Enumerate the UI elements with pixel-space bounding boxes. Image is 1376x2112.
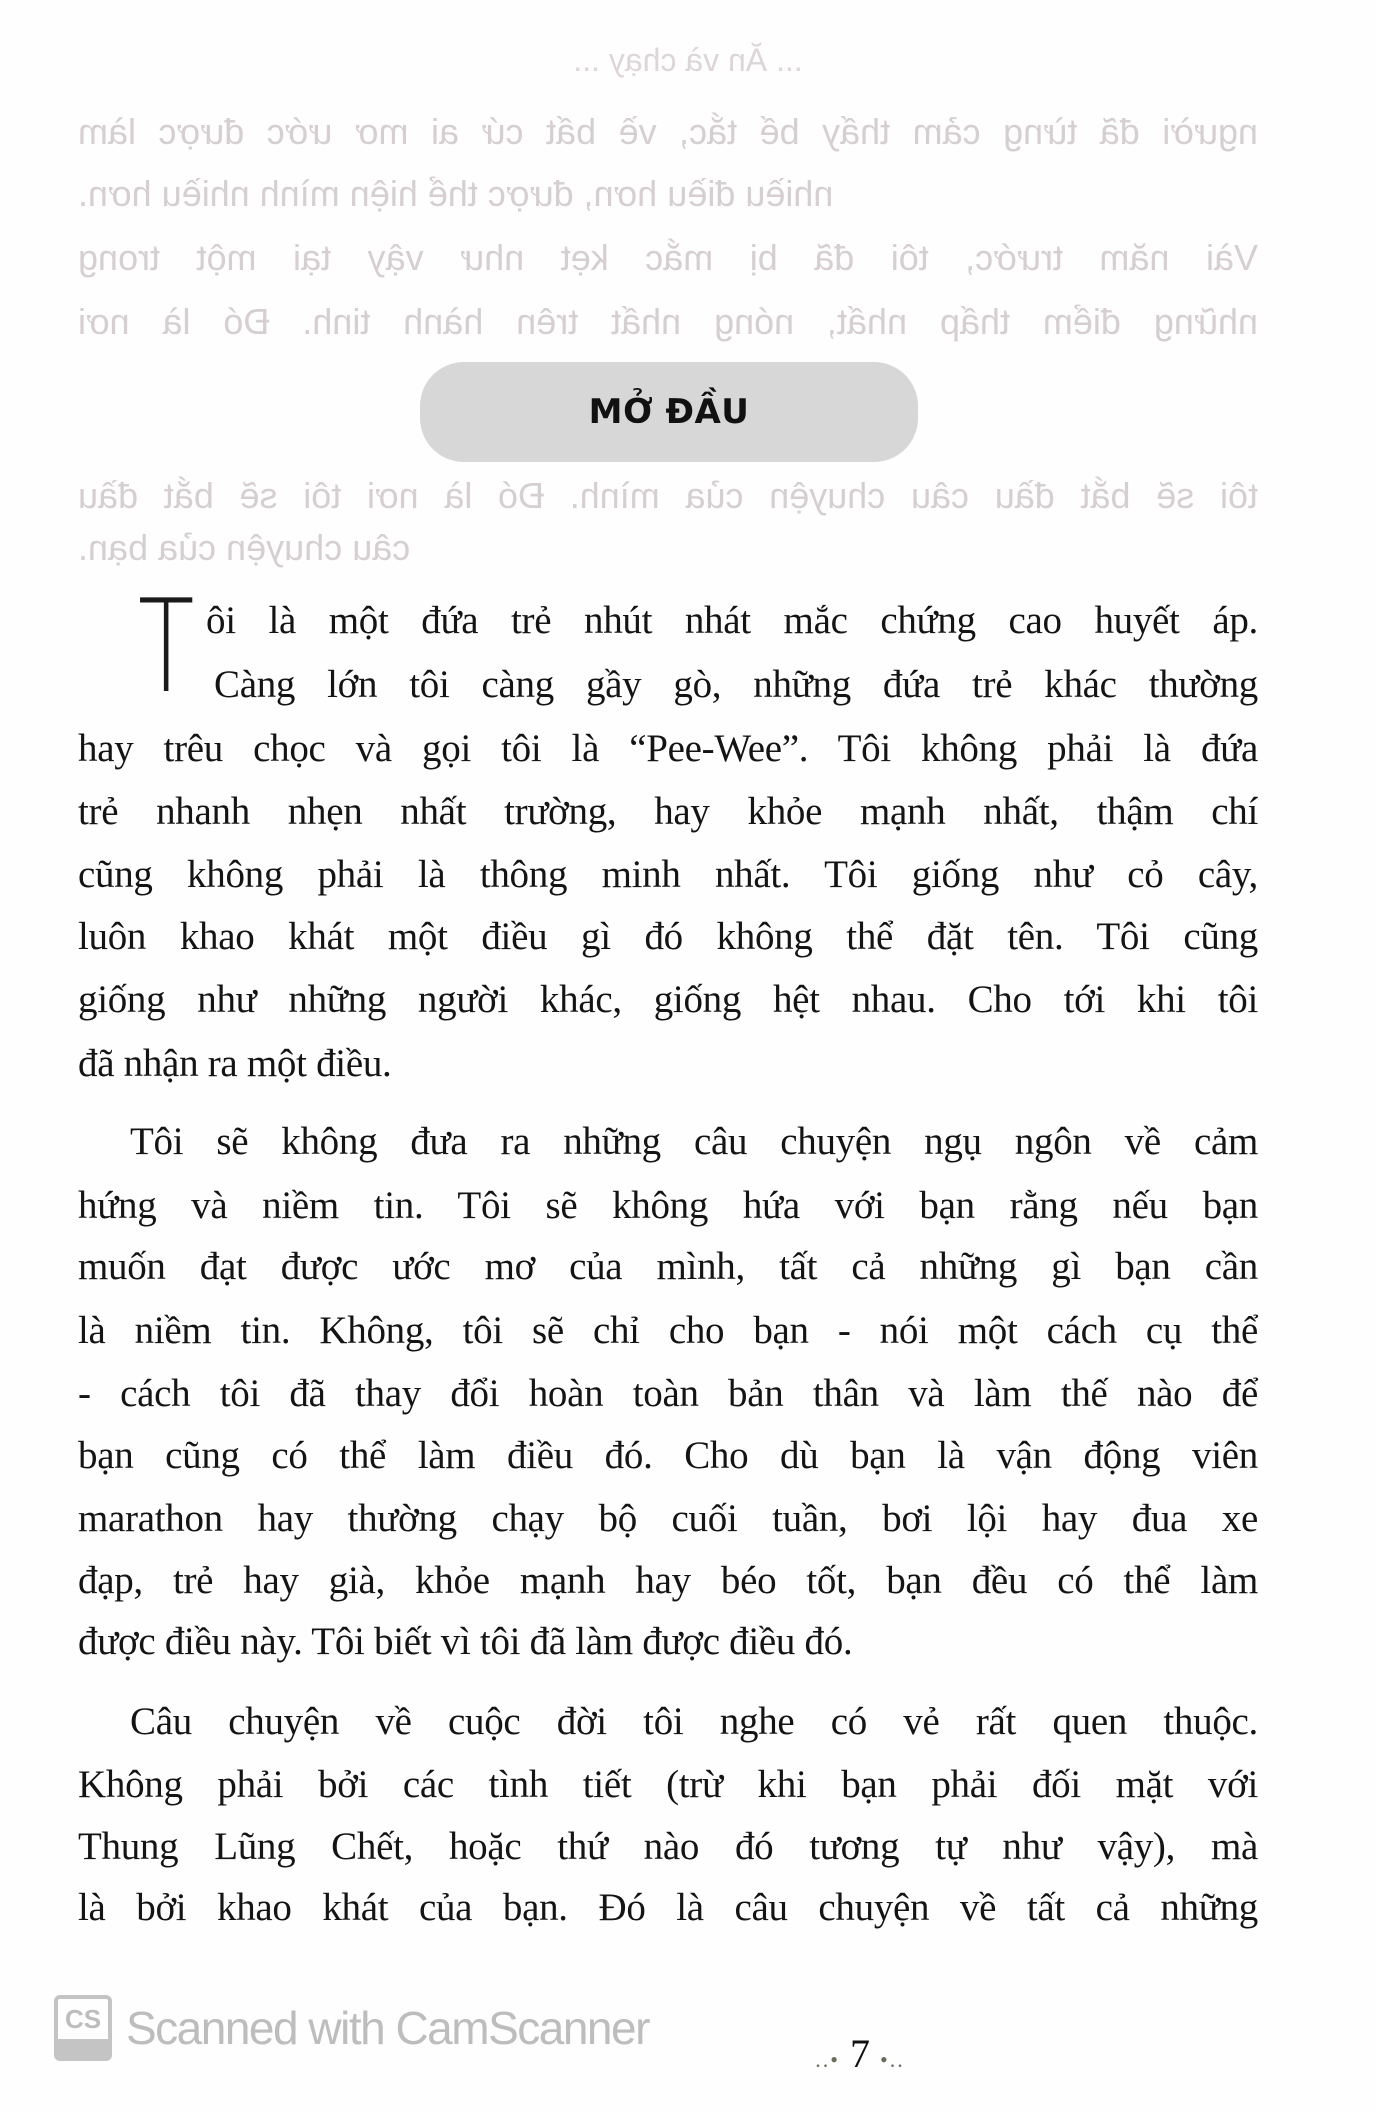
body-line: trẻ nhanh nhẹn nhất trường, hay khỏe mạnh nhất, thậm chí [78, 790, 1258, 833]
drop-cap: T [138, 573, 195, 722]
body-line: Thung Lũng Chết, hoặc thứ nào đó tương tự như vậy), mà [78, 1825, 1258, 1868]
body-line: là bởi khao khát của bạn. Đó là câu chuyện về tất cả những [78, 1886, 1258, 1929]
page-dots-right: •.. [880, 2047, 905, 2072]
body-line: Câu chuyện về cuộc đời tôi nghe có vẻ rất quen thuộc. [130, 1700, 1258, 1743]
page-dots-left: ..• [815, 2047, 840, 2072]
body-line: Càng lớn tôi càng gầy gò, những đứa trẻ khác thường [214, 663, 1258, 706]
body-line: marathon hay thường chạy bộ cuối tuần, bơi lội hay đua xe [78, 1497, 1258, 1540]
chapter-title-banner [420, 362, 918, 462]
bleed-through-line: Vài năm trước, tôi đã bị mắc kẹt như vậy tại một trong [78, 237, 1258, 278]
camscanner-logo-icon: CS [54, 1995, 112, 2061]
body-line: Tôi sẽ không đưa ra những câu chuyện ngụ ngôn về cảm [130, 1120, 1258, 1163]
body-line: hay trêu chọc và gọi tôi là “Pee-Wee”. Tôi không phải là đứa [78, 727, 1258, 770]
body-line: luôn khao khát một điều gì đó không thể đặt tên. Tôi cũng [78, 915, 1258, 958]
body-line: cũng không phải là thông minh nhất. Tôi giống như cỏ cây, [78, 853, 1258, 896]
body-line: là niềm tin. Không, tôi sẽ chỉ cho bạn - nói một cách cụ thể [78, 1309, 1258, 1352]
body-line: bạn cũng có thể làm điều đó. Cho dù bạn là vận động viên [78, 1434, 1258, 1477]
body-line: ôi là một đứa trẻ nhút nhát mắc chứng cao huyết áp. [206, 599, 1258, 642]
body-line: - cách tôi đã thay đổi hoàn toàn bản thân và làm thế nào để [78, 1372, 1258, 1415]
bleed-through-line: người đã từng cảm thấy bế tắc, về bất cứ ai mơ ước được làm [78, 111, 1258, 152]
body-line: muốn đạt được ước mơ của mình, tất cả những gì bạn cần [78, 1245, 1258, 1288]
page-number-footer [760, 2030, 960, 2077]
body-line: đạp, trẻ hay già, khỏe mạnh hay béo tốt, bạn đều có thể làm [78, 1559, 1258, 1602]
body-line: đã nhận ra một điều. [78, 1042, 392, 1085]
watermark-text: Scanned with CamScanner [126, 2002, 649, 2054]
bleed-through-line: nhiều điều hơn, được thể hiện mình nhiều hơn. [78, 173, 834, 214]
page-number: 7 [850, 2031, 870, 2076]
body-line: Không phải bởi các tình tiết (trừ khi bạn phải đối mặt với [78, 1763, 1258, 1806]
bleed-through-line: những điểm thấp nhất, nóng nhất trên hành tinh. Đó là nơi [78, 301, 1258, 342]
bleed-through-line: tôi sẽ bắt đầu câu chuyện của mình. Đó là nơi tôi sẽ bắt đầu [78, 475, 1258, 516]
bleed-through-line: câu chuyện của bạn. [78, 527, 411, 568]
body-line: được điều này. Tôi biết vì tôi đã làm được điều đó. [78, 1620, 853, 1663]
body-line: giống như những người khác, giống hệt nhau. Cho tới khi tôi [78, 978, 1258, 1021]
chapter-title: MỞ ĐẦU [588, 392, 750, 432]
body-line: hứng và niềm tin. Tôi sẽ không hứa với bạn rằng nếu bạn [78, 1184, 1258, 1227]
bleed-through-header: ... Ăn và chạy ... [573, 42, 803, 78]
camscanner-watermark [54, 1995, 649, 2061]
